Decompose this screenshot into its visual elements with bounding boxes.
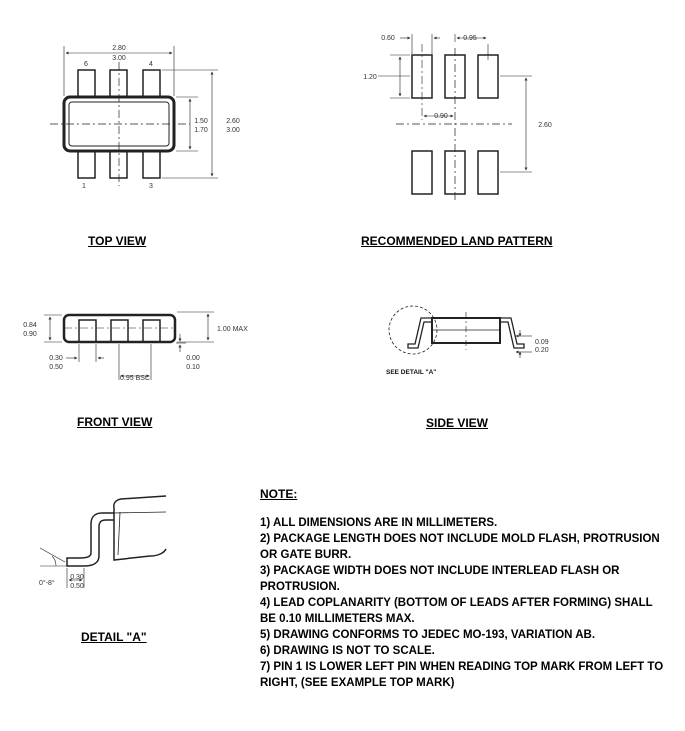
top-lead-2 [110, 150, 127, 178]
side-lead-right [500, 318, 524, 348]
front-body [64, 315, 175, 342]
land-pattern-drawing [378, 34, 532, 200]
land-pad-width: 0.60 [381, 35, 395, 42]
detail-a-body [114, 496, 166, 508]
notes-block [260, 486, 670, 691]
pin-label-3: 3 [149, 183, 153, 190]
top-lead-4 [143, 70, 160, 98]
front-lead-min: 0.30 [49, 355, 63, 362]
detail-angle: 0°-8° [39, 580, 55, 587]
land-pad-height: 1.20 [363, 74, 377, 81]
top-overall-max: 3.00 [226, 127, 240, 134]
note-6: 6) DRAWING IS NOT TO SCALE. [260, 645, 435, 657]
side-lead-left [408, 318, 432, 348]
pin-label-1: 1 [82, 183, 86, 190]
side-thick-max: 0.20 [535, 347, 549, 354]
caption-side-view: SIDE VIEW [426, 416, 489, 430]
top-lead-1 [78, 150, 95, 178]
front-max-height: 1.00 MAX [217, 326, 248, 333]
caption-front-view: FRONT VIEW [77, 415, 153, 429]
detail-a-lead [67, 513, 114, 566]
detail-foot-min: 0.30 [70, 574, 84, 581]
land-pitch-top: 0.95 [463, 35, 477, 42]
note-1: 1) ALL DIMENSIONS ARE IN MILLIMETERS. [260, 517, 498, 529]
front-height-min: 0.84 [23, 322, 37, 329]
top-overall-min: 2.60 [226, 118, 240, 125]
land-pitch-mid: 0.90 [434, 113, 448, 120]
top-body-min: 1.50 [194, 118, 208, 125]
front-standoff-max: 0.10 [186, 364, 200, 371]
note-5: 5) DRAWING CONFORMS TO JEDEC MO-193, VARIATION AB. [260, 629, 596, 641]
note-7: 7) PIN 1 IS LOWER LEFT PIN WHEN READING TOP MARK FROM LEFT TO RIGHT, (SEE EXAMPLE TOP MARK) [260, 661, 664, 689]
land-pad-bottom-3 [478, 151, 498, 194]
detail-foot-max: 0.50 [70, 583, 84, 590]
front-lead-2 [111, 320, 128, 342]
caption-top-view: TOP VIEW [88, 234, 147, 248]
top-lead-5 [110, 70, 127, 98]
side-view-drawing [389, 306, 532, 358]
pin-label-4: 4 [149, 61, 153, 68]
front-lead-3 [143, 320, 160, 342]
caption-land-pattern: RECOMMENDED LAND PATTERN [361, 234, 553, 248]
land-pad-top-3 [478, 55, 498, 98]
detail-a-circle [389, 306, 437, 354]
pin-label-6: 6 [84, 61, 88, 68]
top-lead-6 [78, 70, 95, 98]
notes-title: NOTE: [260, 487, 298, 501]
see-detail-label: SEE DETAIL "A" [386, 369, 437, 376]
caption-detail-a: DETAIL "A" [81, 630, 147, 644]
note-4: 4) LEAD COPLANARITY (BOTTOM OF LEADS AFTER FORMING) SHALL BE 0.10 MILLIMETERS MAX. [260, 597, 653, 625]
top-width-min: 2.80 [112, 45, 126, 52]
front-lead-1 [79, 320, 96, 342]
land-span: 2.60 [538, 122, 552, 129]
top-lead-3 [143, 150, 160, 178]
top-view-drawing [50, 46, 218, 186]
land-pad-bottom-1 [412, 151, 432, 194]
front-height-max: 0.90 [23, 331, 37, 338]
front-standoff-min: 0.00 [186, 355, 200, 362]
detail-a-drawing [40, 496, 166, 588]
top-width-max: 3.00 [112, 55, 126, 62]
top-body-max: 1.70 [194, 127, 208, 134]
front-lead-max: 0.50 [49, 364, 63, 371]
front-pitch: 0.95 BSC [120, 375, 150, 382]
note-2: 2) PACKAGE LENGTH DOES NOT INCLUDE MOLD FLASH, PROTRUSION OR GATE BURR. [260, 533, 660, 561]
note-3: 3) PACKAGE WIDTH DOES NOT INCLUDE INTERLEAD FLASH OR PROTRUSION. [260, 565, 620, 593]
side-thick-min: 0.09 [535, 339, 549, 346]
